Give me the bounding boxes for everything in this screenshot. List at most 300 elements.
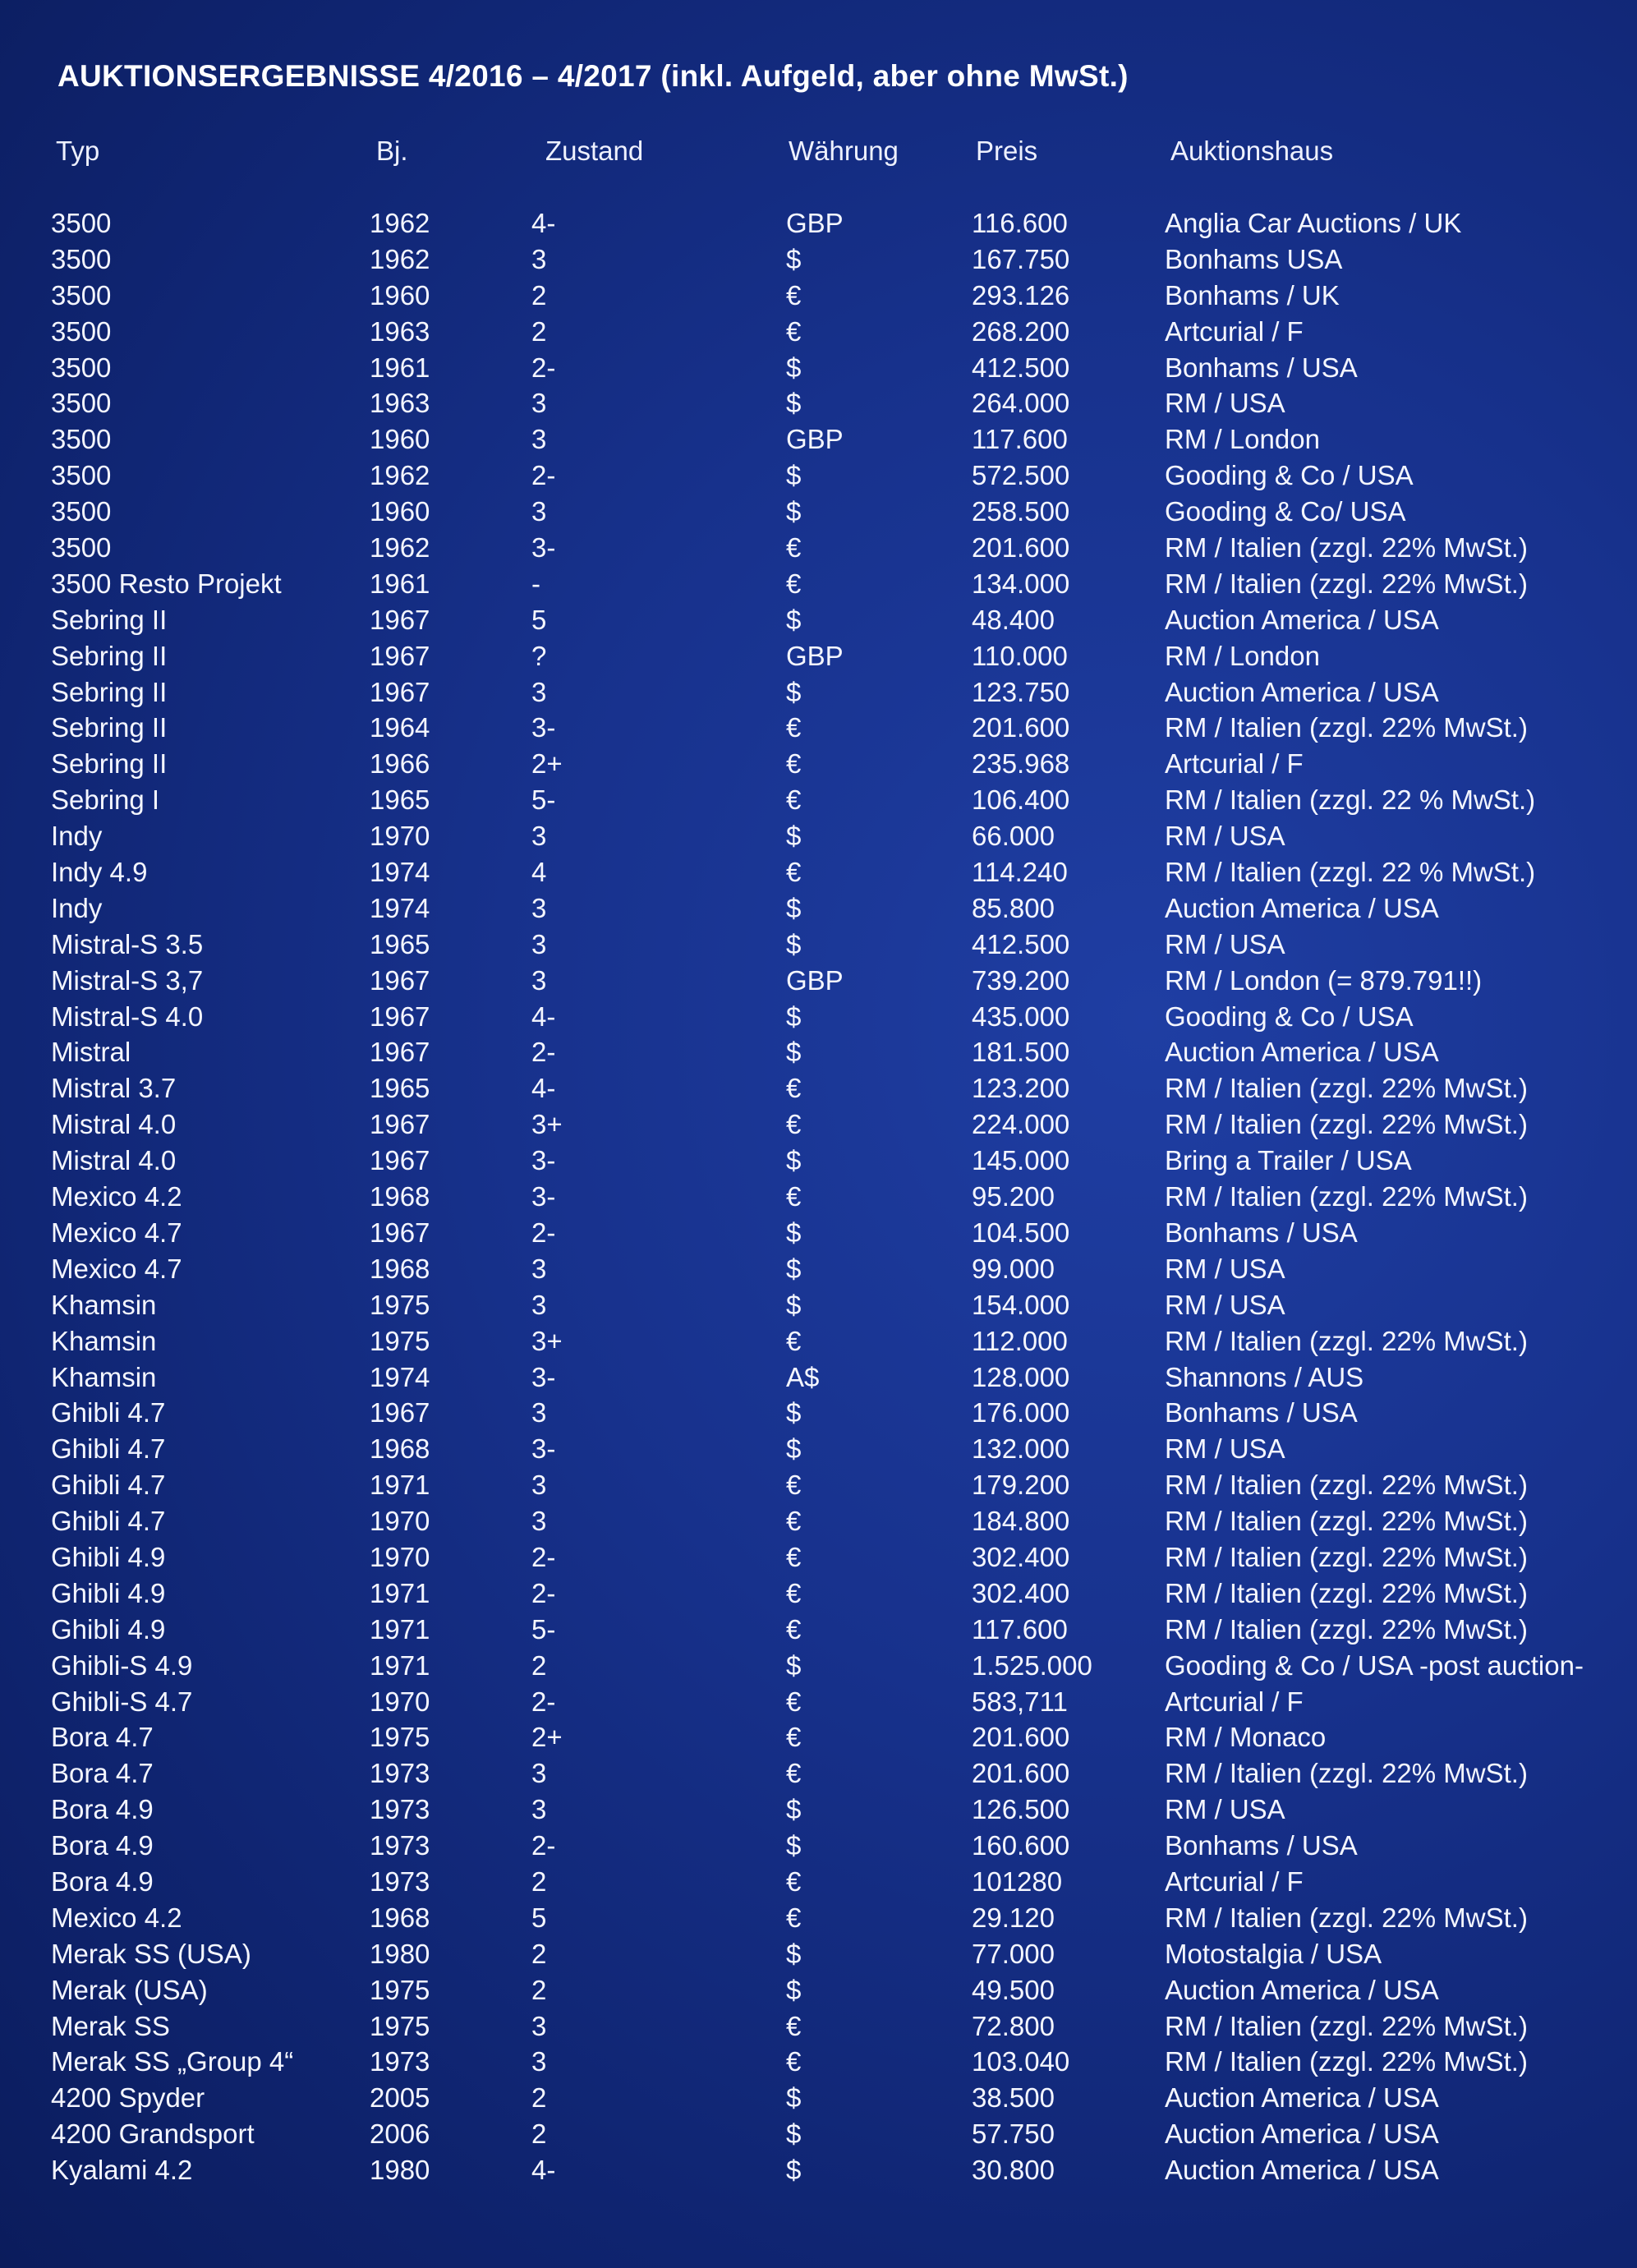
cell-zustand: 2+ — [531, 1722, 563, 1753]
cell-preis: 224.000 — [972, 1109, 1070, 1140]
cell-auktionshaus: RM / Italien (zzgl. 22% MwSt.) — [1165, 568, 1528, 599]
cell-baujahr: 1974 — [370, 1361, 430, 1392]
cell-auktionshaus: RM / Italien (zzgl. 22% MwSt.) — [1165, 1541, 1528, 1572]
cell-preis: 264.000 — [972, 388, 1070, 419]
table-row — [0, 602, 1637, 638]
cell-baujahr: 1964 — [370, 712, 430, 743]
cell-auktionshaus: Shannons / AUS — [1165, 1361, 1364, 1392]
cell-preis: 30.800 — [972, 2155, 1055, 2186]
cell-preis: 110.000 — [972, 640, 1068, 671]
cell-auktionshaus: Auction America / USA — [1165, 2118, 1439, 2150]
cell-zustand: 5- — [531, 784, 556, 816]
cell-typ: 4200 Spyder — [51, 2082, 205, 2114]
cell-auktionshaus: Bring a Trailer / USA — [1165, 1145, 1412, 1176]
cell-preis: 77.000 — [972, 1938, 1055, 1969]
cell-typ: 3500 — [51, 279, 112, 311]
cell-baujahr: 1961 — [370, 352, 430, 383]
cell-zustand: 3 — [531, 496, 547, 527]
table-row — [0, 1323, 1637, 1359]
cell-auktionshaus: RM / Italien (zzgl. 22% MwSt.) — [1165, 1613, 1528, 1645]
cell-baujahr: 1971 — [370, 1470, 430, 1501]
cell-typ: 3500 — [51, 352, 112, 383]
cell-baujahr: 1967 — [370, 640, 430, 671]
cell-auktionshaus: RM / Italien (zzgl. 22% MwSt.) — [1165, 2010, 1528, 2041]
cell-auktionshaus: RM / London — [1165, 640, 1320, 671]
cell-preis: 179.200 — [972, 1470, 1070, 1501]
cell-auktionshaus: Artcurial / F — [1165, 748, 1304, 780]
cell-preis: 85.800 — [972, 892, 1055, 923]
cell-waehrung: GBP — [786, 208, 844, 238]
cell-waehrung: GBP — [786, 964, 844, 996]
cell-baujahr: 1960 — [370, 424, 430, 455]
cell-preis: 123.200 — [972, 1073, 1070, 1104]
cell-preis: 572.500 — [972, 460, 1070, 491]
cell-preis: 181.500 — [972, 1037, 1070, 1068]
cell-auktionshaus: Auction America / USA — [1165, 892, 1439, 923]
cell-baujahr: 1975 — [370, 1974, 430, 2005]
table-row — [0, 710, 1637, 746]
table-row — [0, 385, 1637, 421]
cell-baujahr: 1961 — [370, 568, 430, 599]
cell-zustand: 3- — [531, 532, 556, 564]
cell-baujahr: 1975 — [370, 1325, 430, 1356]
cell-zustand: 2- — [531, 1577, 556, 1608]
table-row — [0, 1864, 1637, 1900]
cell-auktionshaus: Artcurial / F — [1165, 1865, 1304, 1897]
table-row — [0, 2152, 1637, 2188]
cell-preis: 117.600 — [972, 1613, 1068, 1645]
cell-zustand: ? — [531, 640, 547, 671]
cell-preis: 104.500 — [972, 1217, 1070, 1248]
cell-baujahr: 1968 — [370, 1181, 430, 1212]
cell-baujahr: 1974 — [370, 892, 430, 923]
cell-waehrung: $ — [786, 2155, 802, 2186]
cell-waehrung: € — [786, 1506, 802, 1537]
cell-zustand: 3 — [531, 928, 547, 959]
cell-baujahr: 1968 — [370, 1433, 430, 1465]
cell-auktionshaus: Gooding & Co / USA — [1165, 1001, 1414, 1032]
cell-baujahr: 1967 — [370, 1217, 430, 1248]
cell-preis: 128.000 — [972, 1361, 1070, 1392]
cell-baujahr: 1973 — [370, 1830, 430, 1861]
cell-auktionshaus: RM / Italien (zzgl. 22% MwSt.) — [1165, 1073, 1528, 1104]
table-row — [0, 1034, 1637, 1070]
cell-baujahr: 1960 — [370, 279, 430, 311]
cell-waehrung: € — [786, 1577, 802, 1608]
cell-typ: Indy — [51, 821, 103, 852]
table-row — [0, 350, 1637, 386]
table-row — [0, 1251, 1637, 1287]
cell-preis: 201.600 — [972, 1758, 1070, 1789]
cell-waehrung: $ — [786, 352, 802, 383]
cell-auktionshaus: RM / USA — [1165, 1289, 1285, 1320]
cell-waehrung: $ — [786, 2118, 802, 2150]
cell-baujahr: 1974 — [370, 857, 430, 888]
cell-auktionshaus: Bonhams / USA — [1165, 352, 1358, 383]
cell-preis: 112.000 — [972, 1325, 1068, 1356]
cell-zustand: 3 — [531, 1506, 547, 1537]
cell-waehrung: € — [786, 712, 802, 743]
table-row — [0, 566, 1637, 602]
header-preis: Preis — [976, 136, 1038, 166]
cell-auktionshaus: RM / Italien (zzgl. 22% MwSt.) — [1165, 1902, 1528, 1933]
cell-waehrung: € — [786, 315, 802, 347]
cell-waehrung: $ — [786, 892, 802, 923]
cell-typ: 3500 — [51, 424, 112, 455]
cell-waehrung: $ — [786, 1830, 802, 1861]
cell-auktionshaus: Auction America / USA — [1165, 604, 1439, 635]
page-title: AUKTIONSERGEBNISSE 4/2016 – 4/2017 (inkl. Aufgeld, aber ohne MwSt.) — [57, 59, 1129, 93]
cell-zustand: 3 — [531, 892, 547, 923]
table-row — [0, 1503, 1637, 1539]
table-row — [0, 818, 1637, 854]
cell-auktionshaus: Motostalgia / USA — [1165, 1938, 1382, 1969]
cell-waehrung: € — [786, 857, 802, 888]
table-row — [0, 421, 1637, 458]
cell-auktionshaus: RM / Italien (zzgl. 22 % MwSt.) — [1165, 784, 1536, 816]
cell-waehrung: $ — [786, 928, 802, 959]
cell-zustand: 2- — [531, 1541, 556, 1572]
cell-preis: 201.600 — [972, 532, 1070, 564]
table-row — [0, 2008, 1637, 2045]
cell-waehrung: GBP — [786, 424, 844, 455]
cell-preis: 739.200 — [972, 964, 1070, 996]
table-row — [0, 278, 1637, 314]
cell-preis: 160.600 — [972, 1830, 1070, 1861]
cell-preis: 134.000 — [972, 568, 1070, 599]
cell-typ: Sebring II — [51, 604, 168, 635]
cell-preis: 583,711 — [972, 1686, 1068, 1717]
cell-preis: 123.750 — [972, 676, 1070, 707]
cell-waehrung: A$ — [786, 1361, 820, 1392]
table-row — [0, 314, 1637, 350]
cell-auktionshaus: Gooding & Co / USA — [1165, 460, 1414, 491]
cell-zustand: 3 — [531, 1397, 547, 1428]
cell-baujahr: 1967 — [370, 604, 430, 635]
cell-typ: Ghibli 4.9 — [51, 1613, 166, 1645]
cell-waehrung: € — [786, 1109, 802, 1140]
table-row — [0, 1792, 1637, 1828]
table-row — [0, 1431, 1637, 1467]
cell-auktionshaus: RM / Italien (zzgl. 22% MwSt.) — [1165, 712, 1528, 743]
cell-typ: Bora 4.9 — [51, 1794, 154, 1825]
cell-waehrung: $ — [786, 460, 802, 491]
cell-baujahr: 1963 — [370, 388, 430, 419]
cell-baujahr: 1973 — [370, 1758, 430, 1789]
cell-auktionshaus: Auction America / USA — [1165, 2082, 1439, 2114]
cell-baujahr: 1967 — [370, 964, 430, 996]
cell-baujahr: 1970 — [370, 1541, 430, 1572]
cell-zustand: 4- — [531, 208, 556, 238]
cell-baujahr: 1967 — [370, 1001, 430, 1032]
cell-preis: 101280 — [972, 1865, 1063, 1897]
cell-baujahr: 1973 — [370, 2046, 430, 2077]
cell-typ: Mistral 4.0 — [51, 1109, 177, 1140]
cell-baujahr: 1970 — [370, 1506, 430, 1537]
cell-zustand: 4- — [531, 2155, 556, 2186]
cell-waehrung: € — [786, 532, 802, 564]
cell-baujahr: 1965 — [370, 784, 430, 816]
cell-auktionshaus: RM / Italien (zzgl. 22 % MwSt.) — [1165, 857, 1536, 888]
cell-waehrung: $ — [786, 1794, 802, 1825]
table-row — [0, 1215, 1637, 1251]
cell-waehrung: € — [786, 1470, 802, 1501]
cell-waehrung: € — [786, 1181, 802, 1212]
cell-preis: 184.800 — [972, 1506, 1070, 1537]
table-row — [0, 1936, 1637, 1972]
cell-typ: 3500 — [51, 388, 112, 419]
cell-typ: 4200 Grandsport — [51, 2118, 255, 2150]
cell-zustand: 3 — [531, 964, 547, 996]
cell-zustand: 3+ — [531, 1325, 563, 1356]
cell-typ: Mistral — [51, 1037, 131, 1068]
cell-typ: 3500 — [51, 315, 112, 347]
cell-typ: 3500 — [51, 532, 112, 564]
cell-zustand: 2 — [531, 1974, 547, 2005]
cell-auktionshaus: RM / Italien (zzgl. 22% MwSt.) — [1165, 1109, 1528, 1140]
cell-zustand: 2 — [531, 2118, 547, 2150]
cell-zustand: 2 — [531, 279, 547, 311]
cell-auktionshaus: RM / Italien (zzgl. 22% MwSt.) — [1165, 1470, 1528, 1501]
cell-typ: Mistral-S 3,7 — [51, 964, 204, 996]
cell-waehrung: $ — [786, 496, 802, 527]
cell-waehrung: $ — [786, 1433, 802, 1465]
cell-waehrung: € — [786, 1865, 802, 1897]
cell-typ: Ghibli-S 4.9 — [51, 1649, 193, 1681]
cell-waehrung: $ — [786, 243, 802, 274]
cell-zustand: 3- — [531, 1433, 556, 1465]
cell-zustand: 5 — [531, 1902, 547, 1933]
cell-zustand: 5 — [531, 604, 547, 635]
cell-waehrung: $ — [786, 1253, 802, 1284]
cell-baujahr: 1980 — [370, 2155, 430, 2186]
table-row — [0, 1287, 1637, 1323]
cell-preis: 48.400 — [972, 604, 1055, 635]
cell-typ: Kyalami 4.2 — [51, 2155, 193, 2186]
cell-zustand: 2 — [531, 2082, 547, 2114]
cell-auktionshaus: Gooding & Co/ USA — [1165, 496, 1406, 527]
table-row — [0, 1359, 1637, 1396]
cell-preis: 435.000 — [972, 1001, 1070, 1032]
cell-preis: 114.240 — [972, 857, 1068, 888]
cell-waehrung: € — [786, 784, 802, 816]
table-row — [0, 1106, 1637, 1143]
cell-baujahr: 1967 — [370, 1109, 430, 1140]
cell-baujahr: 1965 — [370, 928, 430, 959]
cell-zustand: 2- — [531, 1037, 556, 1068]
cell-waehrung: $ — [786, 1974, 802, 2005]
cell-preis: 154.000 — [972, 1289, 1070, 1320]
header-typ: Typ — [56, 136, 100, 166]
cell-typ: Khamsin — [51, 1325, 157, 1356]
cell-preis: 235.968 — [972, 748, 1070, 780]
table-row — [0, 782, 1637, 818]
cell-zustand: 4- — [531, 1001, 556, 1032]
cell-zustand: 4 — [531, 857, 547, 888]
table-row — [0, 458, 1637, 494]
table-row — [0, 1972, 1637, 2008]
cell-typ: Merak (USA) — [51, 1974, 208, 2005]
cell-baujahr: 1967 — [370, 1397, 430, 1428]
cell-preis: 201.600 — [972, 1722, 1070, 1753]
cell-auktionshaus: RM / USA — [1165, 928, 1285, 959]
cell-auktionshaus: RM / Italien (zzgl. 22% MwSt.) — [1165, 1325, 1528, 1356]
table-row — [0, 1648, 1637, 1684]
header-waehrung: Währung — [789, 136, 899, 166]
cell-auktionshaus: Gooding & Co / USA -post auction- — [1165, 1649, 1584, 1681]
cell-waehrung: € — [786, 1613, 802, 1645]
cell-typ: Ghibli 4.9 — [51, 1541, 166, 1572]
cell-preis: 117.600 — [972, 424, 1068, 455]
cell-zustand: 2 — [531, 315, 547, 347]
cell-auktionshaus: RM / USA — [1165, 388, 1285, 419]
cell-baujahr: 1973 — [370, 1794, 430, 1825]
cell-zustand: 2- — [531, 1686, 556, 1717]
cell-preis: 29.120 — [972, 1902, 1055, 1933]
cell-preis: 66.000 — [972, 821, 1055, 852]
cell-auktionshaus: RM / Italien (zzgl. 22% MwSt.) — [1165, 1181, 1528, 1212]
cell-zustand: 3 — [531, 1470, 547, 1501]
cell-typ: Merak SS (USA) — [51, 1938, 251, 1969]
cell-waehrung: $ — [786, 1649, 802, 1681]
cell-zustand: 3 — [531, 388, 547, 419]
cell-preis: 293.126 — [972, 279, 1070, 311]
cell-baujahr: 1970 — [370, 1686, 430, 1717]
table-row — [0, 746, 1637, 782]
cell-baujahr: 1967 — [370, 676, 430, 707]
cell-zustand: 3- — [531, 1145, 556, 1176]
table-row — [0, 1467, 1637, 1503]
cell-baujahr: 1967 — [370, 1037, 430, 1068]
cell-auktionshaus: RM / Italien (zzgl. 22% MwSt.) — [1165, 1506, 1528, 1537]
cell-waehrung: GBP — [786, 640, 844, 671]
cell-typ: Bora 4.9 — [51, 1830, 154, 1861]
cell-baujahr: 1971 — [370, 1613, 430, 1645]
cell-zustand: 2- — [531, 460, 556, 491]
cell-zustand: - — [531, 568, 540, 599]
cell-auktionshaus: RM / London — [1165, 424, 1320, 455]
cell-zustand: 2 — [531, 1865, 547, 1897]
cell-zustand: 3 — [531, 1758, 547, 1789]
table-row — [0, 2044, 1637, 2080]
cell-typ: Merak SS — [51, 2010, 170, 2041]
cell-preis: 106.400 — [972, 784, 1070, 816]
cell-typ: Sebring II — [51, 676, 168, 707]
cell-typ: Bora 4.9 — [51, 1865, 154, 1897]
cell-preis: 412.500 — [972, 352, 1070, 383]
cell-typ: Indy — [51, 892, 103, 923]
cell-zustand: 3 — [531, 1794, 547, 1825]
cell-waehrung: $ — [786, 1037, 802, 1068]
table-row — [0, 890, 1637, 927]
table-row — [0, 1395, 1637, 1431]
cell-zustand: 3+ — [531, 1109, 563, 1140]
cell-baujahr: 1962 — [370, 243, 430, 274]
cell-zustand: 3 — [531, 821, 547, 852]
cell-auktionshaus: Anglia Car Auctions / UK — [1165, 208, 1462, 238]
cell-auktionshaus: RM / Monaco — [1165, 1722, 1327, 1753]
cell-auktionshaus: Auction America / USA — [1165, 2155, 1439, 2186]
cell-baujahr: 2005 — [370, 2082, 430, 2114]
cell-baujahr: 1970 — [370, 821, 430, 852]
cell-baujahr: 1980 — [370, 1938, 430, 1969]
cell-typ: Mistral 3.7 — [51, 1073, 177, 1104]
cell-zustand: 5- — [531, 1613, 556, 1645]
cell-waehrung: € — [786, 1902, 802, 1933]
cell-preis: 176.000 — [972, 1397, 1070, 1428]
table-row — [0, 1900, 1637, 1936]
cell-auktionshaus: RM / USA — [1165, 1433, 1285, 1465]
cell-zustand: 2- — [531, 1830, 556, 1861]
cell-baujahr: 1962 — [370, 460, 430, 491]
table-row — [0, 530, 1637, 566]
cell-auktionshaus: Artcurial / F — [1165, 315, 1304, 347]
cell-preis: 302.400 — [972, 1577, 1070, 1608]
table-row — [0, 2080, 1637, 2116]
table-row — [0, 999, 1637, 1035]
cell-preis: 57.750 — [972, 2118, 1055, 2150]
cell-preis: 302.400 — [972, 1541, 1070, 1572]
cell-auktionshaus: RM / Italien (zzgl. 22% MwSt.) — [1165, 1758, 1528, 1789]
cell-auktionshaus: RM / USA — [1165, 1253, 1285, 1284]
cell-waehrung: $ — [786, 1145, 802, 1176]
cell-zustand: 3 — [531, 676, 547, 707]
cell-waehrung: $ — [786, 1397, 802, 1428]
cell-preis: 268.200 — [972, 315, 1070, 347]
cell-baujahr: 2006 — [370, 2118, 430, 2150]
table-row — [0, 1070, 1637, 1106]
cell-auktionshaus: Auction America / USA — [1165, 676, 1439, 707]
table-row — [0, 927, 1637, 963]
cell-typ: Bora 4.7 — [51, 1722, 154, 1753]
cell-typ: Ghibli 4.7 — [51, 1433, 166, 1465]
cell-baujahr: 1966 — [370, 748, 430, 780]
cell-typ: Sebring II — [51, 748, 168, 780]
cell-baujahr: 1968 — [370, 1902, 430, 1933]
cell-typ: 3500 — [51, 208, 112, 238]
table-row — [0, 1612, 1637, 1648]
cell-typ: 3500 Resto Projekt — [51, 568, 282, 599]
cell-waehrung: $ — [786, 388, 802, 419]
table-row — [0, 1539, 1637, 1576]
cell-typ: Ghibli 4.7 — [51, 1470, 166, 1501]
table-row — [0, 854, 1637, 890]
table-row — [0, 1719, 1637, 1755]
cell-baujahr: 1967 — [370, 1145, 430, 1176]
cell-zustand: 3 — [531, 2046, 547, 2077]
cell-auktionshaus: Bonhams / USA — [1165, 1830, 1358, 1861]
cell-preis: 167.750 — [972, 243, 1070, 274]
table-row — [0, 638, 1637, 674]
cell-zustand: 3- — [531, 1361, 556, 1392]
cell-baujahr: 1963 — [370, 315, 430, 347]
cell-typ: Sebring II — [51, 640, 168, 671]
cell-auktionshaus: Bonhams / USA — [1165, 1397, 1358, 1428]
cell-baujahr: 1968 — [370, 1253, 430, 1284]
cell-baujahr: 1962 — [370, 532, 430, 564]
cell-typ: Mexico 4.2 — [51, 1902, 182, 1933]
table-row — [0, 205, 1637, 242]
cell-preis: 49.500 — [972, 1974, 1055, 2005]
table-row — [0, 242, 1637, 278]
cell-waehrung: € — [786, 2010, 802, 2041]
cell-auktionshaus: RM / Italien (zzgl. 22% MwSt.) — [1165, 2046, 1528, 2077]
cell-typ: Ghibli 4.7 — [51, 1397, 166, 1428]
cell-waehrung: € — [786, 1758, 802, 1789]
cell-typ: Mistral 4.0 — [51, 1145, 177, 1176]
cell-zustand: 3 — [531, 424, 547, 455]
cell-preis: 99.000 — [972, 1253, 1055, 1284]
